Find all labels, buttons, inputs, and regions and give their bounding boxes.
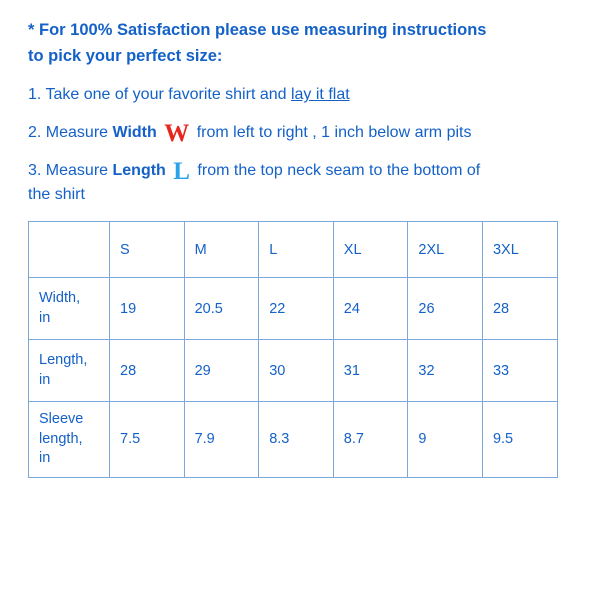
- cell-sleeve-2xl: 9: [408, 402, 483, 478]
- cell-width-s: 19: [110, 278, 185, 340]
- row-label-width-line-1: Width,: [39, 290, 81, 307]
- table-header-m: M: [184, 222, 259, 278]
- cell-sleeve-s: 7.5: [110, 402, 185, 478]
- cell-length-l: 30: [259, 340, 334, 402]
- cell-width-m: 20.5: [184, 278, 259, 340]
- row-label-sleeve-length: [29, 402, 110, 478]
- table-row: [29, 278, 558, 340]
- row-label-sleeve-line-3: in: [39, 450, 51, 467]
- step-3-number: 3.: [28, 162, 42, 180]
- row-label-width: [29, 278, 110, 340]
- step-1-underlined-text: lay it flat: [290, 86, 350, 104]
- cell-width-xl: 24: [333, 278, 408, 340]
- cell-length-2xl: 32: [408, 340, 483, 402]
- row-label-length-line-2: in: [39, 371, 51, 388]
- cell-length-xl: 31: [333, 340, 408, 402]
- intro-line-2: to pick your perfect size:: [28, 46, 223, 65]
- cell-sleeve-xl: 8.7: [333, 402, 408, 478]
- cell-width-2xl: 26: [408, 278, 483, 340]
- table-row: [29, 340, 558, 402]
- table-header-2xl: 2XL: [408, 222, 483, 278]
- table-corner-cell: [29, 222, 110, 278]
- cell-length-m: 29: [184, 340, 259, 402]
- step-2-text-post: from left to right , 1 inch below arm pits: [196, 124, 472, 142]
- cell-length-3xl: 33: [482, 340, 557, 402]
- step-3-text-post-2: the shirt: [28, 186, 85, 204]
- step-3: [28, 159, 572, 207]
- step-2-keyword: Width: [112, 124, 157, 142]
- step-2-text-pre: Measure: [45, 124, 113, 142]
- cell-width-3xl: 28: [482, 278, 557, 340]
- row-label-sleeve-line-1: Sleeve: [39, 411, 84, 428]
- width-letter-icon: W: [164, 120, 190, 148]
- step-1-number: 1.: [28, 86, 42, 104]
- row-label-sleeve-line-2: length,: [39, 430, 83, 447]
- row-label-length-line-1: Length,: [39, 352, 88, 369]
- table-header-l: L: [259, 222, 334, 278]
- step-2-number: 2.: [28, 124, 42, 142]
- length-letter-icon: L: [173, 158, 190, 186]
- cell-length-s: 28: [110, 340, 185, 402]
- cell-width-l: 22: [259, 278, 334, 340]
- cell-sleeve-3xl: 9.5: [482, 402, 557, 478]
- row-label-width-line-2: in: [39, 309, 51, 326]
- table-header-s: S: [110, 222, 185, 278]
- table-header-3xl: 3XL: [482, 222, 557, 278]
- table-header-row: [29, 222, 558, 278]
- intro-line-1: * For 100% Satisfaction please use measuring instructions: [28, 21, 487, 39]
- table-header-xl: XL: [333, 222, 408, 278]
- step-3-text-post: from the top neck seam to the bottom of: [197, 162, 481, 180]
- step-3-keyword: Length: [112, 162, 166, 180]
- cell-sleeve-m: 7.9: [184, 402, 259, 478]
- step-2: [28, 120, 572, 148]
- step-3-text-pre: Measure: [45, 162, 113, 180]
- row-label-length: [29, 340, 110, 402]
- intro-text: [28, 18, 572, 69]
- size-chart-table: [28, 221, 558, 478]
- cell-sleeve-l: 8.3: [259, 402, 334, 478]
- table-row: [29, 402, 558, 478]
- step-1-text: Take one of your favorite shirt and: [45, 86, 291, 104]
- step-1: [28, 83, 572, 107]
